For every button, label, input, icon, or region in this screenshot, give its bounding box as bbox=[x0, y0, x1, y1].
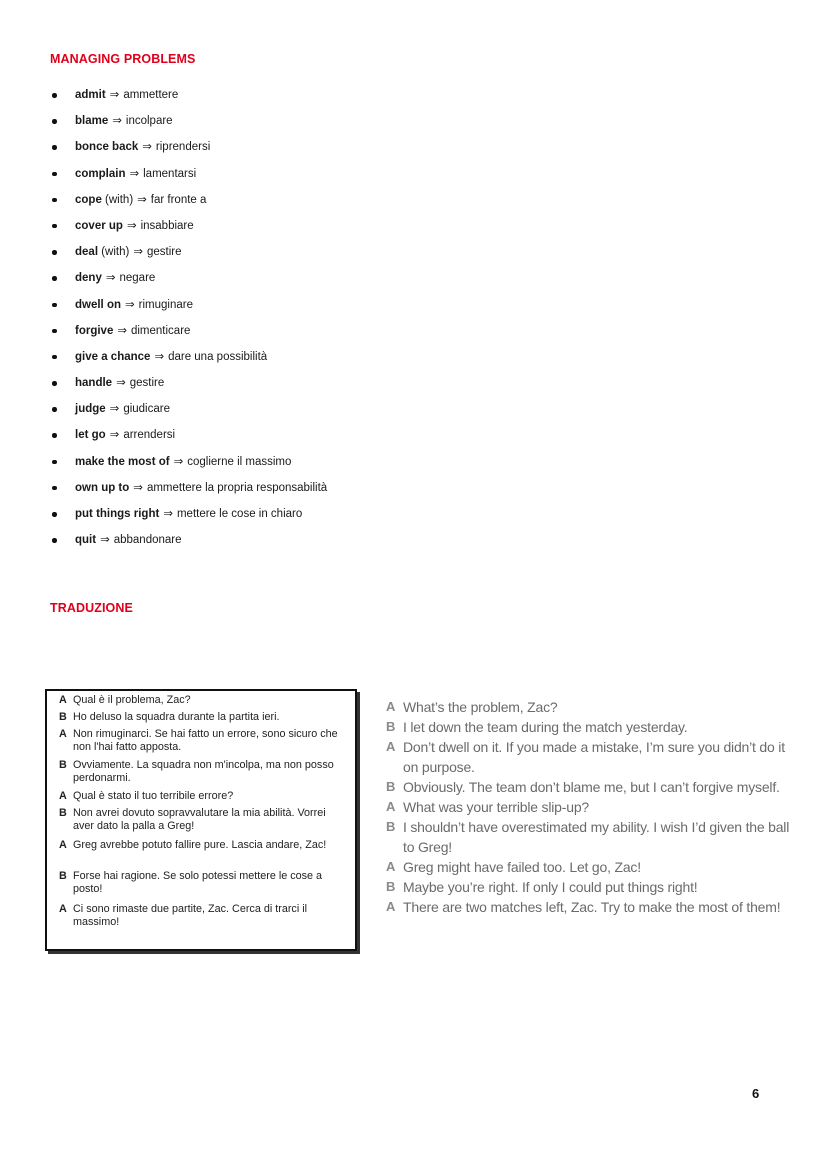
arrow-icon: ⇒ bbox=[105, 272, 116, 285]
vocab-term: judge bbox=[75, 403, 106, 416]
vocab-note: (with) bbox=[101, 193, 134, 206]
vocab-term: deny bbox=[75, 272, 102, 285]
vocab-term: deal bbox=[75, 246, 99, 259]
speaker-label: A bbox=[59, 839, 67, 851]
vocab-term: cope bbox=[75, 193, 102, 206]
vocabulary-list bbox=[50, 87, 327, 558]
vocab-term: bonce back bbox=[75, 141, 139, 154]
vocab-item bbox=[50, 270, 327, 296]
italian-dialogue-line bbox=[59, 728, 349, 753]
arrow-icon: ⇒ bbox=[109, 403, 120, 416]
vocab-term: let go bbox=[75, 429, 106, 442]
italian-dialogue-line bbox=[59, 807, 349, 832]
vocab-translation: riprendersi bbox=[155, 141, 211, 154]
vocab-item bbox=[50, 480, 327, 506]
vocab-item bbox=[50, 401, 327, 427]
speaker-label: B bbox=[386, 819, 396, 834]
speaker-label: A bbox=[386, 799, 396, 814]
dialogue-text: Maybe you’re right. If only I could put things right! bbox=[403, 879, 698, 895]
vocab-translation: far fronte a bbox=[150, 193, 207, 206]
vocab-translation: ammettere la propria responsabilità bbox=[146, 481, 328, 494]
arrow-icon: ⇒ bbox=[142, 141, 152, 154]
speaker-label: A bbox=[386, 899, 396, 914]
speaker-label: B bbox=[386, 779, 396, 794]
vocab-item bbox=[50, 113, 327, 139]
arrow-icon: ⇒ bbox=[133, 246, 143, 259]
english-dialogue-line bbox=[386, 737, 796, 777]
vocab-term: forgive bbox=[75, 324, 114, 337]
speaker-label: A bbox=[59, 790, 67, 802]
arrow-icon: ⇒ bbox=[109, 89, 120, 101]
italian-dialogue-line bbox=[59, 759, 349, 784]
vocab-translation: mettere le cose in chiaro bbox=[176, 508, 303, 520]
vocab-translation: gestire bbox=[129, 377, 165, 390]
vocab-note: (with) bbox=[98, 246, 130, 259]
english-dialogue-line bbox=[386, 697, 796, 717]
vocab-term: complain bbox=[75, 167, 126, 180]
vocab-translation: dimenticare bbox=[130, 324, 191, 337]
arrow-icon: ⇒ bbox=[112, 115, 122, 128]
speaker-label: B bbox=[59, 870, 67, 882]
dialogue-text: Greg might have failed too. Let go, Zac! bbox=[403, 859, 641, 875]
vocab-term: put things right bbox=[75, 508, 160, 520]
dialogue-text: I let down the team during the match yesterday. bbox=[403, 719, 688, 735]
dialogue-text: Obviously. The team don’t blame me, but I can’t forgive myself. bbox=[403, 779, 780, 795]
vocab-item bbox=[50, 192, 327, 218]
speaker-label: A bbox=[59, 903, 67, 915]
arrow-icon: ⇒ bbox=[125, 298, 135, 311]
speaker-label: B bbox=[386, 719, 396, 734]
italian-dialogue-line bbox=[59, 694, 349, 707]
italian-dialogue-line bbox=[59, 711, 349, 724]
english-dialogue-line bbox=[386, 897, 796, 917]
vocab-term: dwell on bbox=[75, 298, 121, 311]
vocab-term: handle bbox=[75, 377, 113, 390]
italian-dialogue-line bbox=[59, 870, 349, 895]
vocab-item bbox=[50, 166, 327, 192]
vocab-item bbox=[50, 297, 327, 323]
vocab-translation: abbandonare bbox=[113, 534, 182, 547]
arrow-icon: ⇒ bbox=[126, 219, 137, 232]
arrow-icon: ⇒ bbox=[116, 377, 126, 390]
vocab-translation: lamentarsi bbox=[143, 167, 197, 180]
vocab-item bbox=[50, 375, 327, 401]
english-dialogue-line bbox=[386, 877, 796, 897]
vocab-translation: coglierne il massimo bbox=[187, 455, 292, 468]
speaker-label: A bbox=[386, 859, 396, 874]
dialogue-text: Qual è stato il tuo terribile errore? bbox=[73, 790, 234, 802]
arrow-icon: ⇒ bbox=[109, 429, 120, 442]
vocab-term: quit bbox=[75, 534, 97, 547]
vocab-item bbox=[50, 139, 327, 165]
vocab-item bbox=[50, 349, 327, 375]
vocab-item bbox=[50, 454, 327, 480]
dialogue-text: Forse hai ragione. Se solo potessi mettere le cose a posto! bbox=[73, 870, 323, 895]
vocab-translation: giudicare bbox=[123, 403, 170, 416]
speaker-label: A bbox=[386, 739, 396, 754]
dialogue-text: Qual è il problema, Zac? bbox=[73, 694, 191, 706]
arrow-icon: ⇒ bbox=[129, 167, 140, 180]
english-dialogue-line bbox=[386, 717, 796, 737]
vocab-item bbox=[50, 427, 327, 453]
vocab-term: cover up bbox=[75, 219, 123, 232]
vocab-item bbox=[50, 87, 327, 113]
arrow-icon: ⇒ bbox=[117, 324, 127, 337]
speaker-label: B bbox=[59, 711, 67, 723]
speaker-label: A bbox=[59, 728, 67, 740]
vocab-item bbox=[50, 506, 327, 532]
vocab-item bbox=[50, 244, 327, 270]
vocab-item bbox=[50, 532, 327, 558]
vocab-term: own up to bbox=[75, 481, 130, 494]
vocab-term: make the most of bbox=[75, 455, 170, 468]
vocab-translation: rimuginare bbox=[138, 298, 193, 311]
dialogue-text: What’s the problem, Zac? bbox=[403, 699, 558, 715]
italian-dialogue-line bbox=[59, 790, 349, 803]
vocab-translation: insabbiare bbox=[140, 219, 194, 232]
section-title-managing-problems: MANAGING PROBLEMS bbox=[50, 52, 196, 66]
speaker-label: B bbox=[386, 879, 396, 894]
arrow-icon: ⇒ bbox=[100, 534, 110, 547]
english-dialogue-line bbox=[386, 857, 796, 877]
dialogue-text: What was your terrible slip-up? bbox=[403, 799, 589, 815]
page-number: 6 bbox=[752, 1086, 760, 1101]
english-dialogue-line bbox=[386, 777, 796, 797]
speaker-label: A bbox=[59, 694, 67, 706]
dialogue-text: There are two matches left, Zac. Try to make the most of them! bbox=[403, 899, 781, 915]
vocab-translation: arrendersi bbox=[123, 429, 176, 442]
vocab-item bbox=[50, 323, 327, 349]
section-title-traduzione: TRADUZIONE bbox=[50, 601, 133, 615]
vocab-translation: incolpare bbox=[125, 115, 173, 128]
vocab-translation: gestire bbox=[146, 246, 182, 259]
dialogue-text: Don’t dwell on it. If you made a mistake, I’m sure you didn’t do it on purpose. bbox=[403, 739, 785, 775]
arrow-icon: ⇒ bbox=[133, 481, 143, 494]
arrow-icon: ⇒ bbox=[154, 350, 165, 363]
arrow-icon: ⇒ bbox=[137, 193, 147, 206]
italian-dialogue-line bbox=[59, 839, 349, 852]
speaker-label: A bbox=[386, 699, 396, 714]
italian-dialogue-box bbox=[45, 689, 357, 951]
arrow-icon: ⇒ bbox=[173, 455, 184, 468]
english-dialogue-line bbox=[386, 817, 796, 857]
english-dialogue bbox=[386, 697, 796, 917]
dialogue-text: Non rimuginarci. Se hai fatto un errore, sono sicuro che non l'hai fatto apposta. bbox=[73, 728, 338, 753]
arrow-icon: ⇒ bbox=[163, 508, 173, 520]
vocab-term: give a chance bbox=[75, 350, 151, 363]
italian-dialogue-line bbox=[59, 903, 349, 928]
speaker-label: B bbox=[59, 759, 67, 771]
vocab-item bbox=[50, 218, 327, 244]
vocab-translation: ammettere bbox=[123, 89, 179, 101]
english-dialogue-line bbox=[386, 797, 796, 817]
dialogue-text: Greg avrebbe potuto fallire pure. Lascia andare, Zac! bbox=[73, 839, 327, 851]
vocab-translation: negare bbox=[119, 272, 156, 285]
dialogue-text: Non avrei dovuto sopravvalutare la mia abilità. Vorrei aver dato la palla a Greg! bbox=[73, 807, 326, 832]
vocab-term: blame bbox=[75, 115, 109, 128]
dialogue-text: I shouldn’t have overestimated my ability. I wish I’d given the ball to Greg! bbox=[403, 819, 790, 855]
dialogue-text: Ho deluso la squadra durante la partita ieri. bbox=[73, 711, 280, 723]
dialogue-text: Ci sono rimaste due partite, Zac. Cerca di trarci il massimo! bbox=[73, 903, 308, 928]
dialogue-text: Ovviamente. La squadra non m'incolpa, ma non posso perdonarmi. bbox=[73, 759, 334, 784]
vocab-translation: dare una possibilità bbox=[168, 350, 268, 363]
speaker-label: B bbox=[59, 807, 67, 819]
vocab-term: admit bbox=[75, 89, 106, 101]
